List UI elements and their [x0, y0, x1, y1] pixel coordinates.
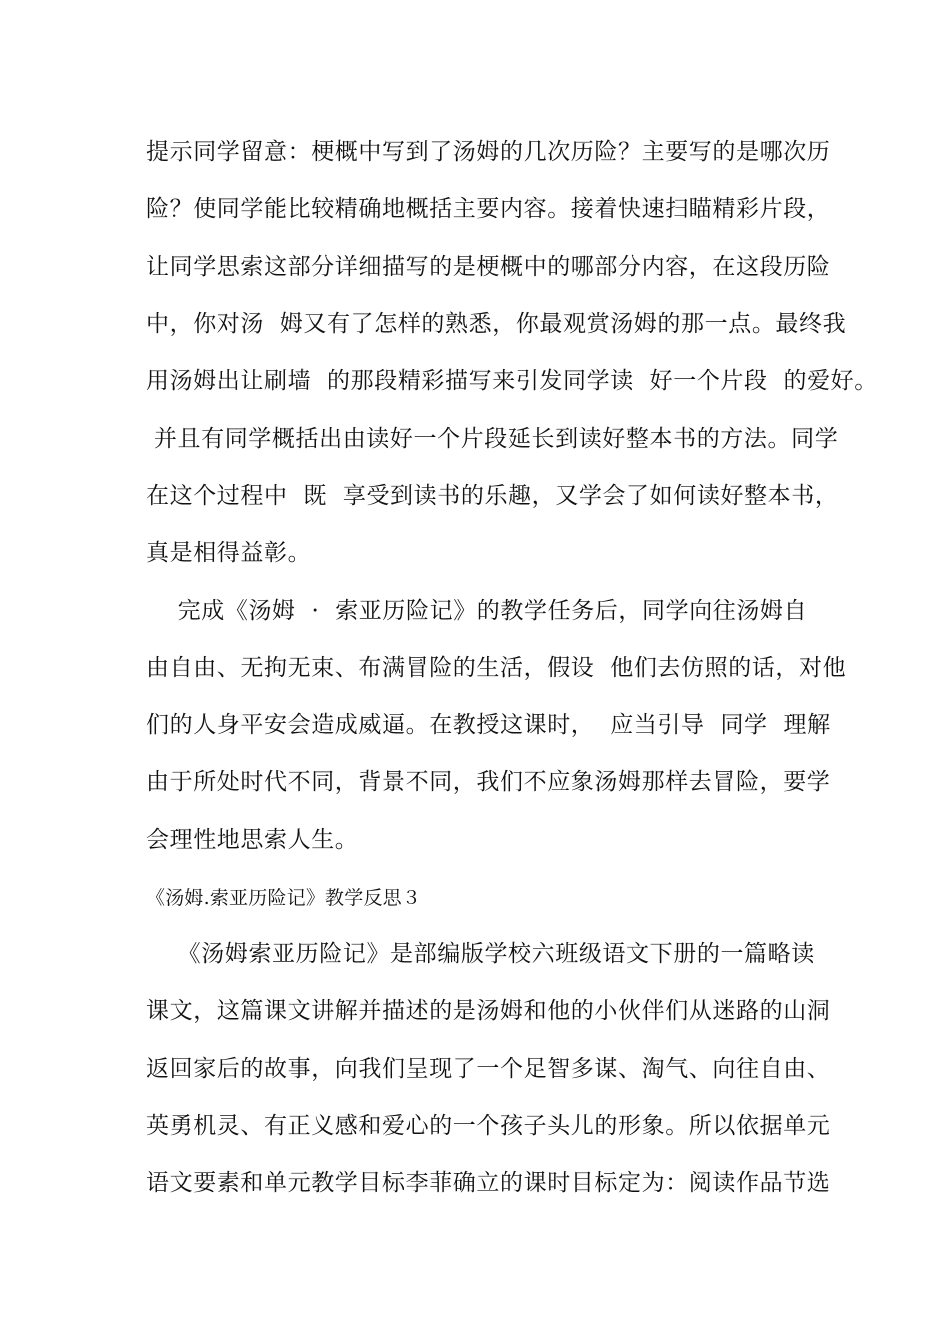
- text-line: 提示同学留意：梗概中写到了汤姆的几次历险？主要写的是哪次历: [146, 139, 831, 165]
- text-line: 并且有同学概括出由读好一个片段延长到读好整本书的方法。同学: [146, 426, 839, 452]
- text-line: 让同学思索这部分详细描写的是梗概中的哪部分内容，在这段历险: [146, 254, 831, 280]
- text-line: 险？使同学能比较精确地概括主要内容。接着快速扫瞄精彩片段，: [146, 196, 831, 222]
- text-line: 用汤姆出让刷墙 的那段精彩描写来引发同学读 好一个片段 的爱好。: [146, 368, 878, 394]
- text-line: 返回家后的故事，向我们呈现了一个足智多谋、淘气、向往自由、: [146, 1056, 831, 1082]
- text-line: 语文要素和单元教学目标李菲确立的课时目标定为：阅读作品节选: [146, 1170, 831, 1196]
- text-line: 课文，这篇课文讲解并描述的是汤姆和他的小伙伴们从迷路的山洞: [146, 998, 831, 1024]
- text-line: 们的人身平安会造成威逼。在教授这课时， 应当引导 同学 理解: [146, 712, 831, 738]
- text-line: 真是相得益彰。: [146, 540, 312, 566]
- text-line: 由于所处时代不同，背景不同，我们不应象汤姆那样去冒险，要学: [146, 769, 831, 795]
- text-line: 完成《汤姆 · 索亚历险记》的教学任务后，同学向往汤姆自: [146, 598, 808, 624]
- text-line: 中，你对汤 姆又有了怎样的熟悉，你最观赏汤姆的那一点。最终我: [146, 311, 847, 337]
- text-line: 会理性地思索人生。: [146, 827, 359, 853]
- text-line: 由自由、无拘无束、布满冒险的生活，假设 他们去仿照的话，对他: [146, 655, 847, 681]
- text-line: 在这个过程中 既 享受到读书的乐趣，又学会了如何读好整本书，: [146, 483, 839, 509]
- section-heading: 《汤姆.索亚历险记》教学反思３: [146, 887, 422, 909]
- text-line: 英勇机灵、有正义感和爱心的一个孩子头儿的形象。所以依据单元: [146, 1113, 831, 1139]
- text-line: 《汤姆索亚历险记》是部编版学校六班级语文下册的一篇略读: [146, 941, 815, 967]
